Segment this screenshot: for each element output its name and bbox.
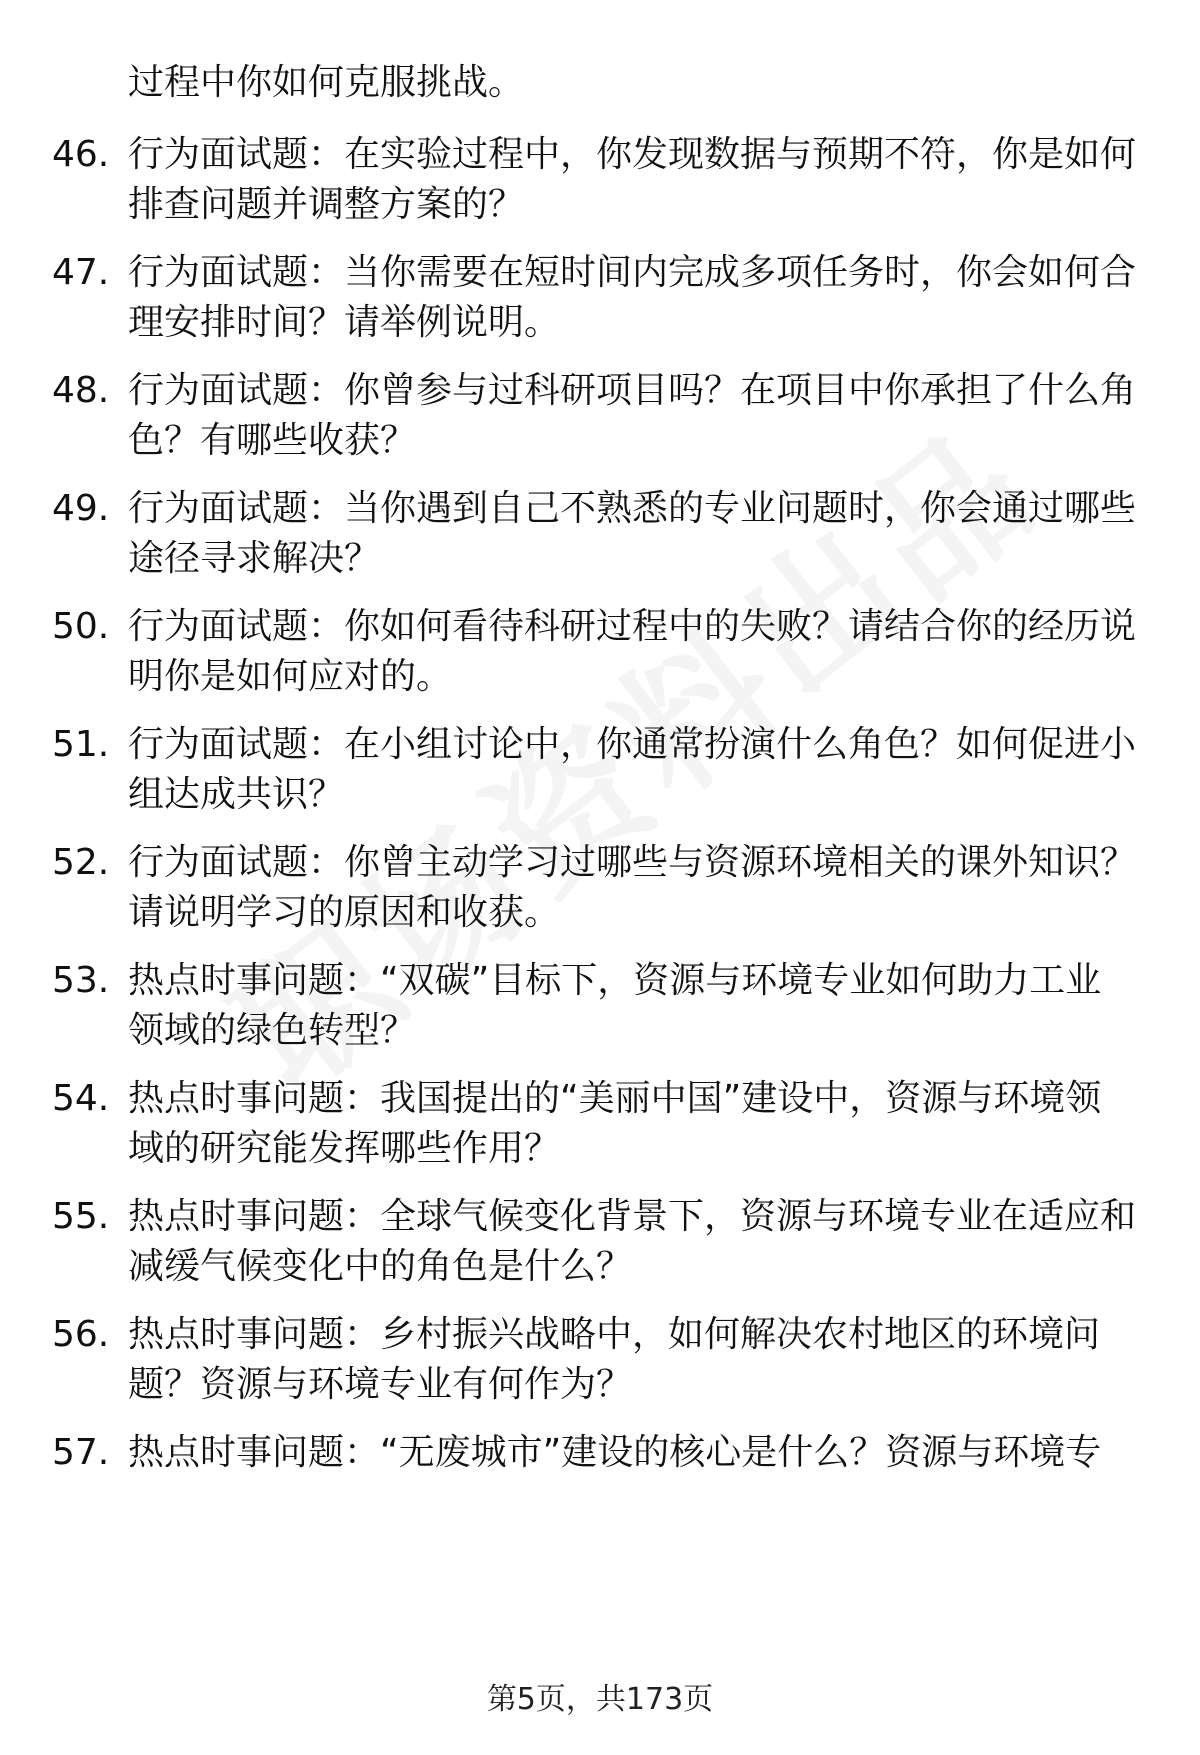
list-item: [0, 484, 1200, 584]
item-number: 46.: [52, 134, 110, 175]
item-text-line2: 组达成共识？: [128, 774, 345, 815]
item-number: 54.: [52, 1078, 110, 1119]
item-number: 48.: [52, 370, 110, 411]
item-text-line2: 排查问题并调整方案的？: [128, 184, 525, 225]
item-text-line1: 热点时事问题：我国提出的“美丽中国”建设中，资源与环境领: [128, 1078, 1102, 1119]
list-item: [0, 956, 1200, 1056]
list-item: [0, 1192, 1200, 1292]
item-text-line1: 行为面试题：你曾主动学习过哪些与资源环境相关的课外知识？: [128, 842, 1137, 883]
item-text-line2: 途径寻求解决？: [128, 538, 381, 579]
item-number: 50.: [52, 606, 110, 647]
item-text-line1: 热点时事问题：“无废城市”建设的核心是什么？资源与环境专: [128, 1432, 1102, 1473]
item-number: 57.: [52, 1432, 110, 1473]
list-item: [0, 248, 1200, 348]
item-text-line2: 题？资源与环境专业有何作为？: [128, 1364, 633, 1405]
item-text-line1: 热点时事问题：“双碳”目标下，资源与环境专业如何助力工业: [128, 960, 1102, 1001]
item-text-line2: 请说明学习的原因和收获。: [128, 892, 561, 933]
item-text-line2: 减缓气候变化中的角色是什么？: [128, 1246, 633, 1287]
list-item: [0, 1074, 1200, 1174]
item-text-line2: 领域的绿色转型？: [128, 1010, 417, 1051]
item-text-line1: 行为面试题：你如何看待科研过程中的失败？请结合你的经历说: [128, 606, 1137, 647]
item-text-line2: 理安排时间？请举例说明。: [128, 302, 561, 343]
list-item: [0, 602, 1200, 702]
item-text-line1: 行为面试题：当你遇到自己不熟悉的专业问题时，你会通过哪些: [128, 488, 1137, 529]
list-item: [0, 366, 1200, 466]
list-item: [0, 130, 1200, 230]
item-text-line1: 行为面试题：你曾参与过科研项目吗？在项目中你承担了什么角: [128, 370, 1137, 411]
item-number: 53.: [52, 960, 110, 1001]
item-number: 56.: [52, 1314, 110, 1355]
item-text-line1: 热点时事问题：全球气候变化背景下，资源与环境专业在适应和: [128, 1196, 1137, 1237]
item-number: 47.: [52, 252, 110, 293]
item-number: 51.: [52, 724, 110, 765]
item-text-line2: 域的研究能发挥哪些作用？: [128, 1128, 561, 1169]
item-text-line1: 热点时事问题：乡村振兴战略中，如何解决农村地区的环境问: [128, 1314, 1101, 1355]
item-number: 49.: [52, 488, 110, 529]
list-item: [0, 1428, 1200, 1528]
page-footer: 第5页，共173页: [486, 1682, 714, 1717]
item-text-line1: 行为面试题：在实验过程中，你发现数据与预期不符，你是如何: [128, 134, 1137, 175]
item-text-line2: 明你是如何应对的。: [128, 656, 453, 697]
item-text-line2: 色？有哪些收获？: [128, 420, 417, 461]
item-number: 52.: [52, 842, 110, 883]
item-text-line1: 行为面试题：当你需要在短时间内完成多项任务时，你会如何合: [128, 252, 1137, 293]
item-text-line1: 行为面试题：在小组讨论中，你通常扮演什么角色？如何促进小: [128, 724, 1137, 765]
item-number: 55.: [52, 1196, 110, 1237]
list-item: [0, 1310, 1200, 1410]
list-item: [0, 720, 1200, 820]
list-item: [0, 838, 1200, 938]
carry-over-line: 过程中你如何克服挑战。: [128, 62, 525, 103]
